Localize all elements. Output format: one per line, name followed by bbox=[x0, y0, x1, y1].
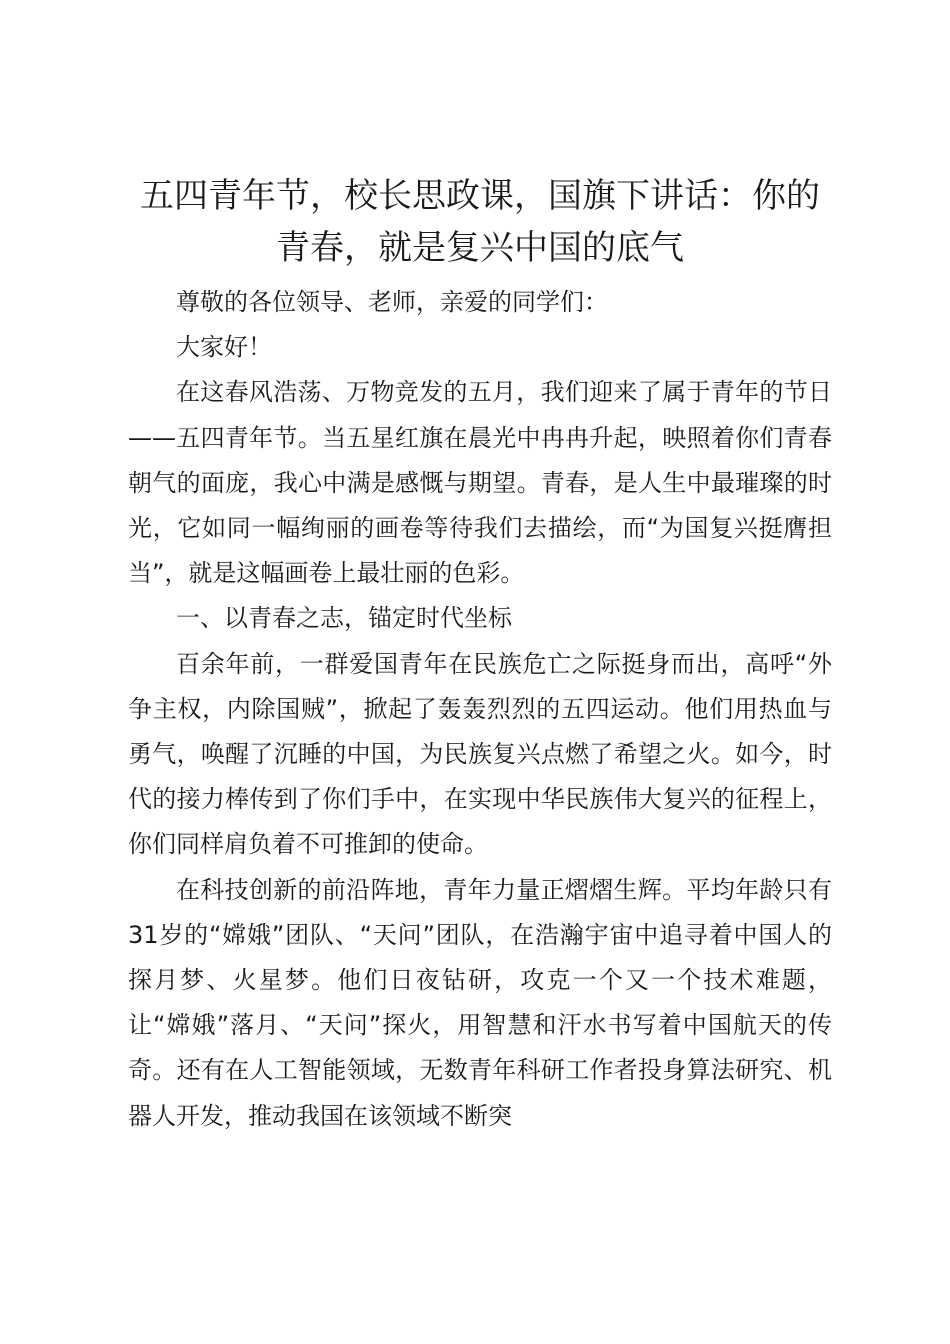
document-title: 五四青年节，校长思政课，国旗下讲话：你的青春，就是复兴中国的底气 bbox=[140, 176, 820, 268]
body-paragraph: 在科技创新的前沿阵地，青年力量正熠熠生辉。平均年龄只有31岁的“嫦娥”团队、“天问”团队，在浩瀚宇宙中追寻着中国人的探月梦、火星梦。他们日夜钻研，攻克一个又一个技术难题，让“嫦娥”落月、“天问”探火，用智慧和汗水书写着中国航天的传奇。还有在人工智能领域，无数青年科研工作者投身算法研究、机器人开发，推动我国在该领域不断突 bbox=[128, 875, 832, 1130]
section-heading: 一、以青春之志，锚定时代坐标 bbox=[176, 604, 512, 633]
salutation-paragraph: 尊敬的各位领导、老师，亲爱的同学们： bbox=[176, 288, 608, 316]
body-paragraph: 在这春风浩荡、万物竞发的五月，我们迎来了属于青年的节日——五四青年节。当五星红旗在晨光中冉冉升起，映照着你们青春朝气的面庞，我心中满是感慨与期望。青春，是人生中最璀璨的时光，它如同一幅绚丽的画卷等待我们去描绘，而“为国复兴挺膺担当”，就是这幅画卷上最壮丽的色彩。 bbox=[128, 378, 832, 588]
document-page bbox=[128, 170, 832, 1139]
greeting-paragraph: 大家好！ bbox=[176, 333, 272, 362]
body-paragraph: 百余年前，一群爱国青年在民族危亡之际挺身而出，高呼“外争主权，内除国贼”，掀起了轰轰烈烈的五四运动。他们用热血与勇气，唤醒了沉睡的中国，为民族复兴点燃了希望之火。如今，时代的接力棒传到了你们手中，在实现中华民族伟大复兴的征程上，你们同样肩负着不可推卸的使命。 bbox=[128, 649, 832, 859]
